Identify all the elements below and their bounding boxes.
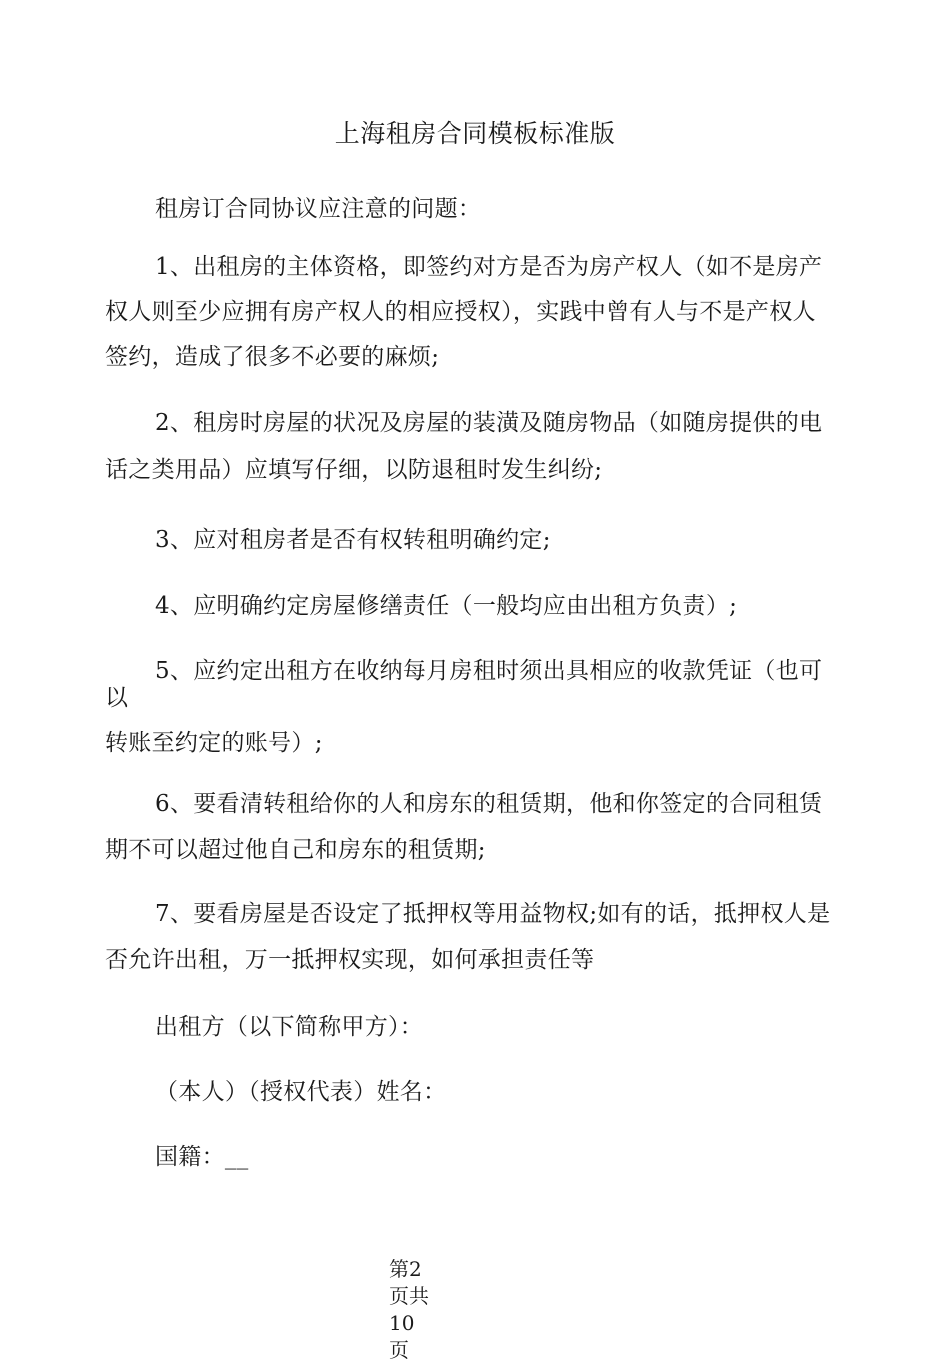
document-title: 上海租房合同模板标准版 bbox=[334, 119, 616, 148]
item-1-line-3: 签约，造成了很多不必要的麻烦; bbox=[105, 344, 440, 370]
item-3-line-1: 3、应对租房者是否有权转租明确约定; bbox=[155, 527, 551, 553]
item-2-line-2: 话之类用品）应填写仔细，以防退租时发生纠纷; bbox=[105, 457, 603, 483]
page-number-footer bbox=[389, 1256, 449, 1364]
page-number-line: 页 bbox=[389, 1338, 409, 1362]
lessor-label: 出租方（以下简称甲方）： bbox=[155, 1014, 424, 1040]
nationality-label: 国籍：__ bbox=[155, 1144, 249, 1170]
item-7-line-1: 7、要看房屋是否设定了抵押权等用益物权;如有的话，抵押权人是 bbox=[155, 901, 831, 927]
page-number-line: 10 bbox=[389, 1311, 415, 1335]
page-number-line: 第2 bbox=[389, 1257, 422, 1281]
item-2-line-1: 2、租房时房屋的状况及房屋的装潢及随房物品（如随房提供的电 bbox=[155, 410, 823, 436]
name-label: （本人）（授权代表）姓名： bbox=[155, 1079, 447, 1105]
item-5-line-3: 转账至约定的账号）; bbox=[105, 730, 323, 756]
item-5-line-1: 5、应约定出租方在收纳每月房租时须出具相应的收款凭证（也可 bbox=[155, 658, 823, 684]
item-1-line-1: 1、出租房的主体资格，即签约对方是否为房产权人（如不是房产 bbox=[155, 254, 823, 280]
item-1-line-2: 权人则至少应拥有房产权人的相应授权），实践中曾有人与不是产权人 bbox=[105, 299, 816, 325]
item-7-line-2: 否允许出租，万一抵押权实现，如何承担责任等 bbox=[105, 947, 595, 973]
item-4-line-1: 4、应明确约定房屋修缮责任（一般均应由出租方负责）; bbox=[155, 593, 738, 619]
page-number-line: 页共 bbox=[389, 1284, 429, 1308]
item-6-line-1: 6、要看清转租给你的人和房东的租赁期，他和你签定的合同租赁 bbox=[155, 791, 823, 817]
item-5-line-2: 以 bbox=[105, 685, 129, 711]
intro-heading: 租房订合同协议应注意的问题： bbox=[155, 196, 482, 222]
item-6-line-2: 期不可以超过他自己和房东的租赁期; bbox=[105, 837, 486, 863]
